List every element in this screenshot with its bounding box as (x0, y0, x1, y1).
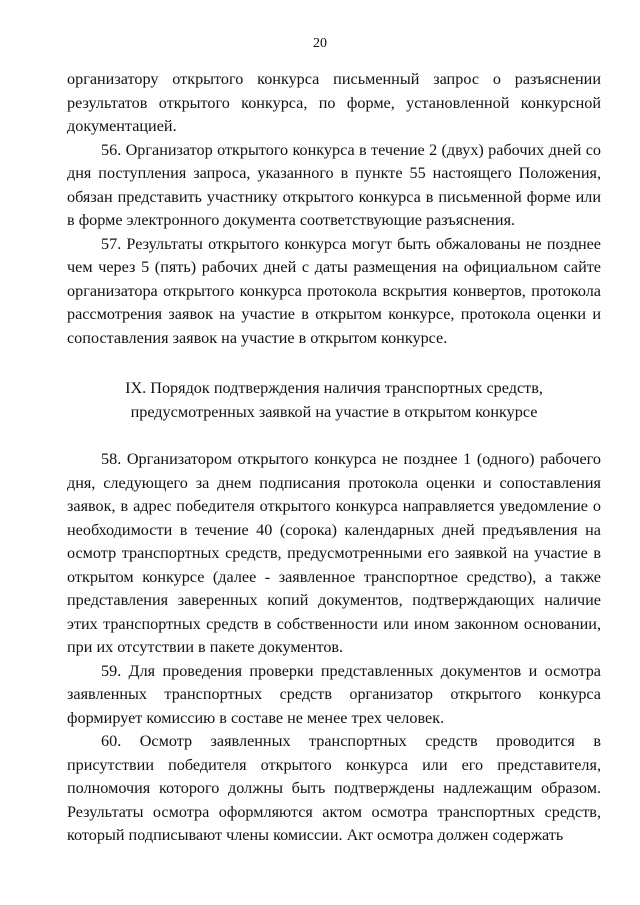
paragraph-59: 59. Для проведения проверки представленных документов и осмотра заявленных транспортных средств организатор открытого конкурса формирует комиссию в составе не менее трех человек. (67, 661, 601, 727)
paragraph-57: 57. Результаты открытого конкурса могут быть обжалованы не позднее чем через 5 (пять) рабочих дней с даты размещения на официальном сайте организатора открытого конкурса протокола вскрытия конвертов, протокола рассмотрения заявок на участие в открытом конкурсе, протокола оценки и сопоставления заявок на участие в открытом конкурсе. (67, 234, 601, 347)
document-body (67, 68, 601, 848)
section-heading-ix (67, 376, 601, 424)
paragraph-60: 60. Осмотр заявленных транспортных средств проводится в присутствии победителя открытого конкурса или его представителя, полномочия которого должны быть подтверждены надлежащим образом. Результаты осмотра оформляются актом осмотра транспортных средств, который подписывают члены комиссии. Акт осмотра должен содержать (67, 732, 601, 844)
paragraph-56: 56. Организатор открытого конкурса в течение 2 (двух) рабочих дней со дня поступления запроса, указанного в пункте 55 настоящего Положения, обязан представить участнику открытого конкурса в письменной форме или в форме электронного документа соответствующие разъяснения. (67, 140, 601, 229)
page-number: 20 (313, 36, 327, 51)
paragraph-55-continuation: организатору открытого конкурса письменный запрос о разъяснении результатов открытого конкурса, по форме, установленной конкурсной документацией. (67, 70, 601, 135)
paragraph-58: 58. Организатором открытого конкурса не позднее 1 (одного) рабочего дня, следующего за днем подписания протокола оценки и сопоставления заявок, в адрес победителя открытого конкурса направляется уведомление о необходимости в течение 40 (сорока) календарных дней предъявления на осмотр транспортных средств, предусмотренными его заявкой на участие в открытом конкурсе (далее - заявленное транспортное средство), а также представления заверенных копий документов, подтверждающих наличие этих транспортных средств в собственности или ином законном основании, при их отсутствии в пакете документов. (67, 450, 601, 656)
section-heading-line-2: предусмотренных заявкой на участие в открытом конкурсе (130, 403, 538, 421)
section-heading-line-1: IX. Порядок подтверждения наличия транспортных средств, (125, 379, 543, 397)
